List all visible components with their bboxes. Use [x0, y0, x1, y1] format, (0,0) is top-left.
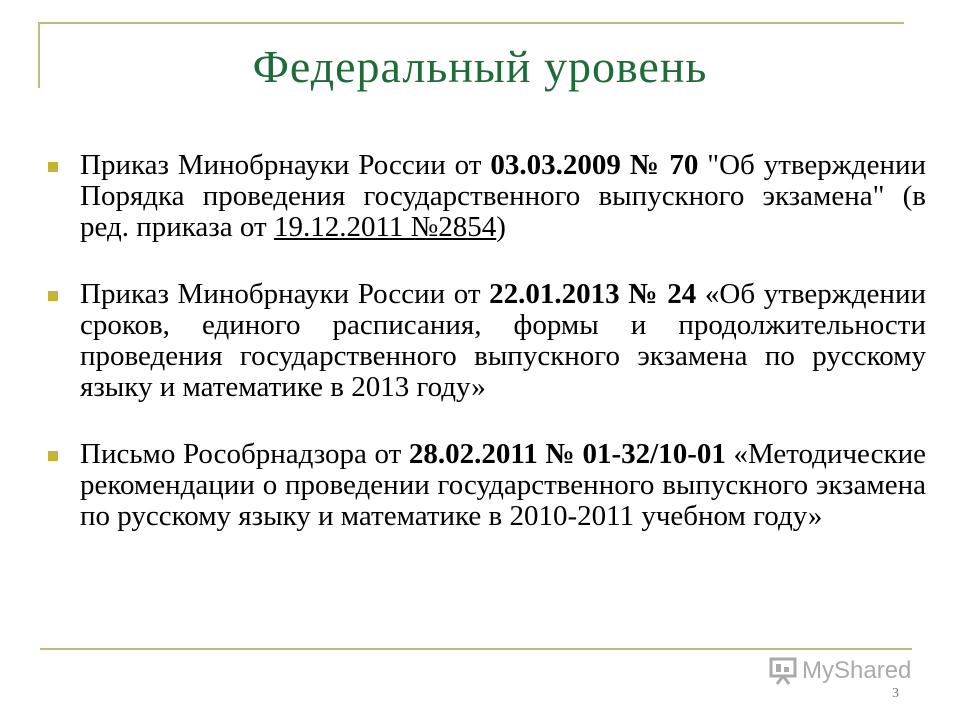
item-text-part: ) — [496, 211, 506, 243]
item-text-part: Приказ Минобрнауки России от — [80, 149, 491, 181]
item-text-part: «Об утверждении сроков, единого расписания, формы и продолжительности проведения государственного выпускного экзамена по русскому языку и математике в 2013 году» — [80, 278, 926, 403]
item-text-part: «Методические рекомендации о проведении государственного выпускного экзамена по русскому языку и математике в 2010-2011 учебном году» — [80, 438, 926, 532]
frame-bottom-line — [40, 648, 912, 650]
item-text — [80, 150, 926, 243]
watermark — [768, 656, 911, 686]
item-text-part: Письмо Рособрнадзора от — [80, 438, 409, 470]
slide-number: 3 — [892, 686, 899, 701]
list-item — [46, 150, 926, 243]
bullet-list — [46, 150, 926, 568]
watermark-text: MyShared — [802, 657, 912, 684]
order-reference: 03.03.2009 № 70 — [490, 149, 699, 181]
item-text-part: Приказ Минобрнауки России от — [80, 278, 490, 310]
letter-reference: 28.02.2011 № 01-32/10-01 — [408, 438, 726, 470]
square-bullet-icon — [48, 291, 58, 301]
item-text — [80, 279, 926, 403]
amendment-link[interactable]: 19.12.2011 №2854 — [273, 211, 497, 243]
square-bullet-icon — [48, 451, 58, 461]
list-item — [46, 439, 926, 532]
item-text-part: "Об утверждении Порядка проведения государственного выпускного экзамена" (в ред. приказа от — [80, 149, 926, 243]
slide-title: Федеральный уровень — [252, 41, 708, 92]
presentation-board-icon — [768, 656, 798, 686]
item-text — [80, 439, 926, 532]
list-item — [46, 279, 926, 403]
frame-top-line — [38, 22, 904, 24]
square-bullet-icon — [48, 162, 58, 172]
order-reference: 22.01.2013 № 24 — [489, 278, 697, 310]
